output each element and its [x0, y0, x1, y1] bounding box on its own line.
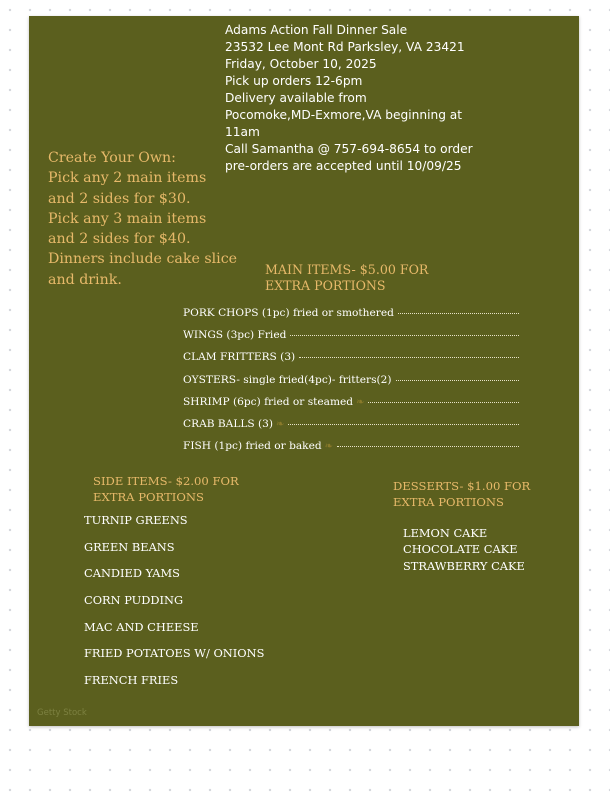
dessert-item: LEMON CAKE	[403, 526, 488, 540]
preorder-deadline: pre-orders are accepted until 10/09/25	[225, 159, 462, 173]
event-address: 23532 Lee Mont Rd Parksley, VA 23421	[225, 40, 465, 54]
leaf-icon: ❧	[356, 396, 365, 408]
create-your-own-offer	[48, 148, 258, 290]
side-item: FRENCH FRIES	[84, 673, 179, 688]
main-item	[183, 307, 519, 329]
heading-line: DESSERTS- $1.00 FOR	[393, 479, 531, 493]
main-item-label: CRAB BALLS (3)	[183, 417, 274, 430]
heading-line: EXTRA PORTIONS	[265, 278, 386, 293]
main-item	[183, 351, 519, 373]
flyer-panel	[29, 16, 579, 726]
main-item-label: SHRIMP (6pc) fried or steamed	[183, 395, 354, 408]
offer-line: Dinners include cake slice	[48, 251, 238, 268]
desserts-heading	[393, 478, 530, 510]
offer-line: Pick any 2 main items	[48, 170, 207, 187]
main-item-label: FISH (1pc) fried or baked	[183, 440, 322, 453]
desserts-list	[403, 526, 525, 575]
watermark: Getty Stock	[37, 708, 87, 718]
order-contact: Call Samantha @ 757-694-8654 to order	[225, 142, 473, 156]
main-items-heading	[265, 262, 428, 294]
side-item: GREEN BEANS	[84, 539, 175, 554]
main-item-label: PORK CHOPS (1pc) fried or smothered	[183, 307, 394, 319]
side-item: CANDIED YAMS	[84, 566, 180, 581]
dot-leader	[396, 379, 519, 381]
dot-leader	[299, 356, 519, 358]
event-date: Friday, October 10, 2025	[225, 57, 377, 71]
offer-line: and 2 sides for $40.	[48, 231, 191, 248]
dot-leader	[368, 401, 519, 403]
offer-line: Create Your Own:	[48, 150, 176, 166]
offer-line: and 2 sides for $30.	[48, 190, 191, 207]
side-items-list	[84, 513, 264, 700]
main-item-label: OYSTERS- single fried(4pc)- fritters(2)	[183, 373, 392, 386]
delivery-line-2: Pocomoke,MD-Exmore,VA beginning at	[225, 108, 463, 122]
main-item	[183, 440, 519, 462]
event-info	[225, 22, 495, 175]
side-item: FRIED POTATOES W/ ONIONS	[84, 646, 265, 661]
leaf-icon: ❧	[276, 418, 285, 430]
dot-leader	[288, 423, 519, 425]
delivery-line-1: Delivery available from	[225, 91, 367, 105]
dot-leader	[398, 312, 519, 314]
pickup-hours: Pick up orders 12-6pm	[225, 74, 363, 88]
main-item	[183, 396, 519, 418]
dessert-item: STRAWBERRY CAKE	[403, 558, 525, 573]
main-item	[183, 418, 519, 440]
leaf-icon: ❧	[324, 441, 334, 453]
offer-line: Pick any 3 main items	[48, 210, 207, 227]
dessert-item: CHOCOLATE CAKE	[403, 542, 518, 557]
side-item: MAC AND CHEESE	[84, 619, 199, 634]
dot-leader	[337, 445, 519, 447]
side-items-heading	[93, 473, 239, 505]
event-title: Adams Action Fall Dinner Sale	[225, 23, 408, 37]
heading-line: EXTRA PORTIONS	[393, 495, 504, 509]
dot-leader	[290, 334, 519, 336]
offer-line: and drink.	[48, 271, 122, 288]
heading-line: MAIN ITEMS- $5.00 FOR	[265, 262, 429, 277]
main-item	[183, 374, 519, 396]
main-item	[183, 329, 519, 351]
side-item: CORN PUDDING	[84, 593, 184, 608]
main-item-label: CLAM FRITTERS (3)	[183, 351, 296, 364]
side-item: TURNIP GREENS	[84, 513, 188, 527]
main-items-list	[183, 307, 519, 462]
main-item-label: WINGS (3pc) Fried	[183, 329, 287, 342]
heading-line: SIDE ITEMS- $2.00 FOR	[93, 474, 239, 488]
delivery-line-3: 11am	[225, 125, 260, 139]
heading-line: EXTRA PORTIONS	[93, 490, 204, 504]
